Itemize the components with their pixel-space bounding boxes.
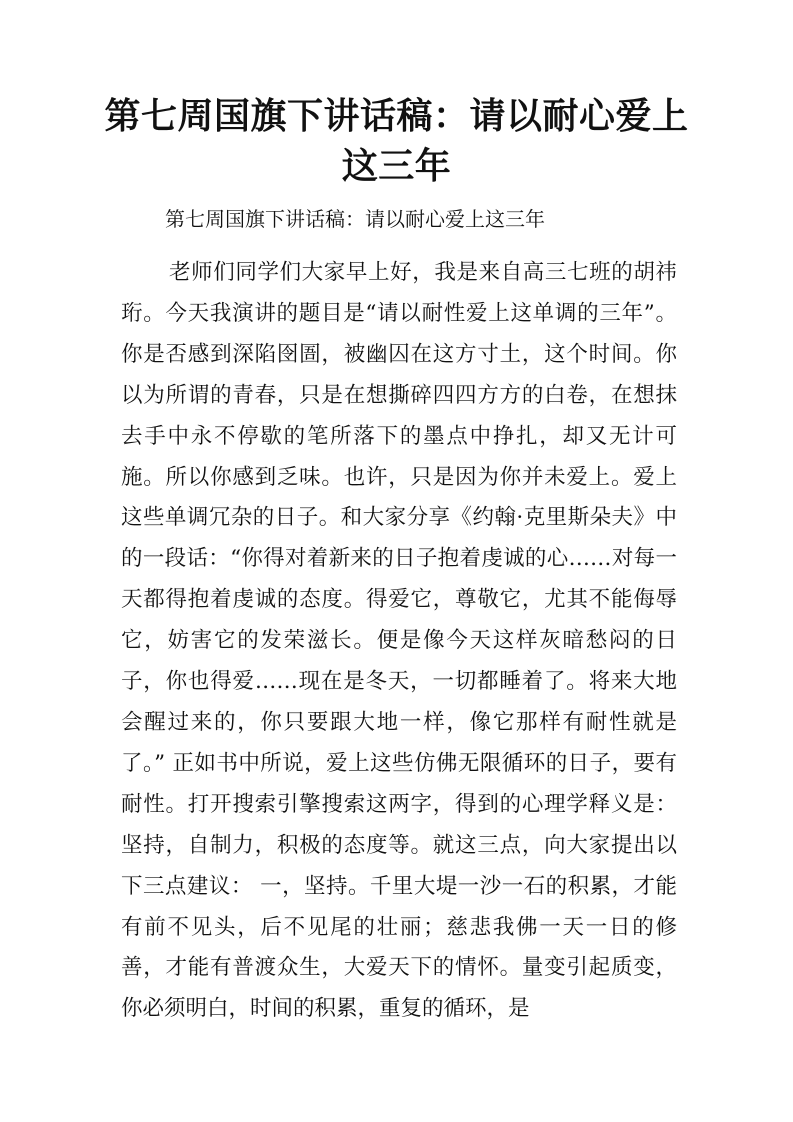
document-title: 第七周国旗下讲话稿：请以耐心爱上这三年 bbox=[104, 96, 689, 187]
document-subtitle: 第七周国旗下讲话稿：请以耐心爱上这三年 bbox=[165, 207, 545, 231]
body-paragraph: 老师们同学们大家早上好，我是来自高三七班的胡祎珩。今天我演讲的题目是“请以耐性爱上这单调的三年”。你是否感到深陷囹圄，被幽囚在这方寸土，这个时间。你以为所谓的青春，只是在想撕碎四四方方的白卷，在想抹去手中永不停歇的笔所落下的墨点中挣扎，却又无计可施。所以你感到乏味。也许，只是因为你并未爱上。爱上这些单调冗杂的日子。和大家分享《约翰·克里斯朵夫》中的一段话：“你得对着新来的日子抱着虔诚的心……对每一天都得抱着虔诚的态度。得爱它，尊敬它，尤其不能侮辱它，妨害它的发荣滋长。便是像今天这样灰暗愁闷的日子，你也得爱……现在是冬天，一切都睡着了。将来大地会醒过来的，你只要跟大地一样，像它那样有耐性就是了。” 正如书中所说，爱上这些仿佛无限循环的日子，要有耐性。打开搜索引擎搜索这两字，得到的心理学释义是：坚持，自制力，积极的态度等。就这三点，向大家提出以下三点建议： 一，坚持。千里大堤一沙一石的积累，才能有前不见头，后不见尾的壮丽；慈悲我佛一天一日的修善，才能有普渡众生，大爱天下的情怀。量变引起质变，你必须明白，时间的积累，重复的循环，是 bbox=[121, 260, 677, 1022]
